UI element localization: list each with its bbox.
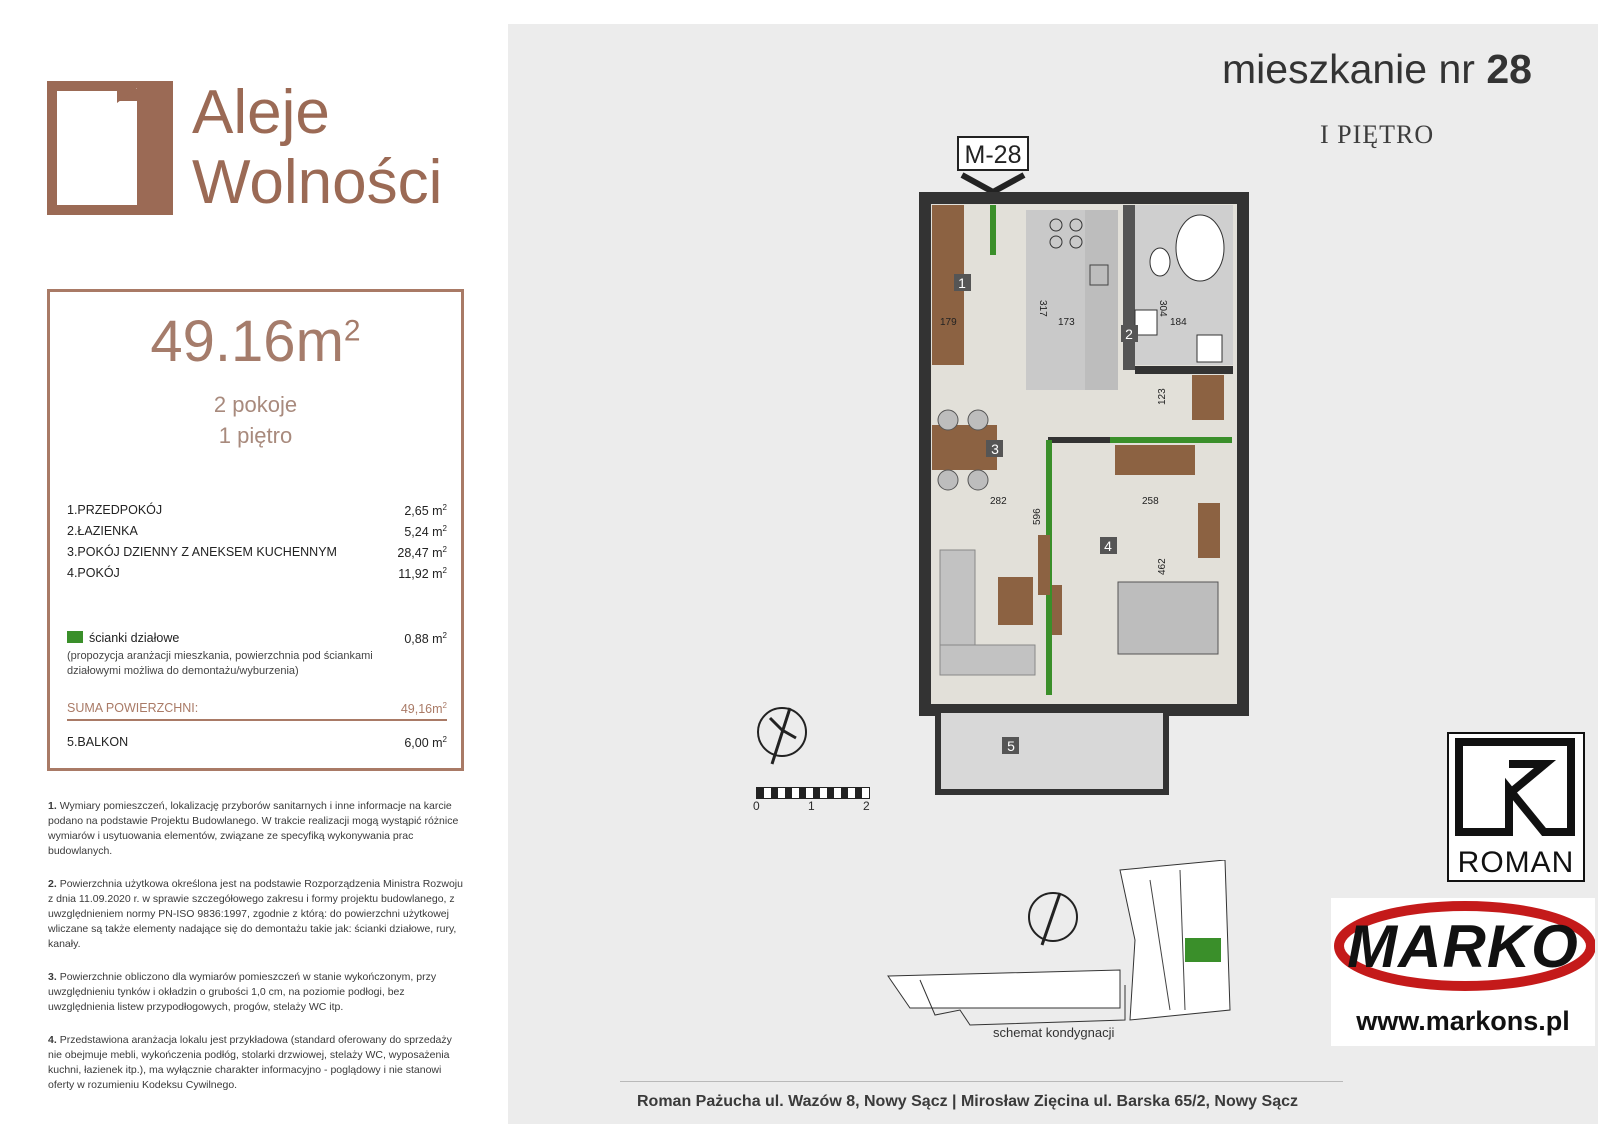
svg-text:2: 2: [1125, 326, 1133, 342]
svg-text:282: 282: [990, 496, 1007, 507]
footer-text: Roman Pażucha ul. Wazów 8, Nowy Sącz | Mirosław Zięcina ul. Barska 65/2, Nowy Sącz: [637, 1093, 1298, 1110]
scale-label-0: 0: [753, 799, 760, 813]
room-row: 3.POKÓJ DZIENNY Z ANEKSEM KUCHENNYM 28,47 $m^2$: [67, 545, 447, 561]
floor-plan: [880, 130, 1440, 830]
marko-logo: MARKO www.markons.pl: [1331, 898, 1595, 1046]
room-row: 1.PRZEDPOKÓJ 2,65 $m^2$: [67, 503, 447, 519]
balcony-row: 5.BALKON 6,00 $m^2$: [67, 735, 447, 751]
compass-icon: [752, 702, 812, 772]
svg-text:1: 1: [958, 275, 966, 291]
svg-text:123: 123: [1157, 388, 1168, 405]
roman-logo: ROMAN: [1447, 732, 1585, 882]
svg-text:184: 184: [1170, 317, 1187, 328]
floor-label: I PIĘTRO: [1320, 120, 1435, 149]
note-2: 2. Powierzchnia użytkowa określona jest na podstawie Rozporządzenia Ministra Rozwoju z dnia 11.09.2020 r. w sprawie szczegółowego zakresu i formy projektu budowlanego, z uwzględnieniem normy PN-ISO 9836:1997, zgodnie z którą: do powierzchni użytkowej wliczane są także elementy nadające się do demontażu takie jak: ścianki działowe, rury, kanały.: [48, 878, 463, 950]
roman-r-icon: [1449, 734, 1583, 842]
brand-mark-icon: [47, 81, 177, 219]
scale-label-1: 1: [808, 799, 815, 813]
svg-text:173: 173: [1058, 317, 1075, 328]
green-swatch-icon: [67, 631, 83, 643]
brand-line1: Aleje: [192, 78, 330, 147]
note-3: 3. Powierzchnie obliczono dla wymiarów pomieszczeń w stanie wykończonym, przy uwzględnieniu tynków i okładzin o grubości 1,0 cm, na poziomie podłogi, bez uwzględnienia listew przypodłogowych, progów, stelaży WC itp.: [48, 971, 437, 1013]
svg-text:258: 258: [1142, 496, 1159, 507]
svg-text:M-28: M-28: [964, 141, 1022, 169]
svg-text:317: 317: [1037, 300, 1048, 317]
footer-divider: [620, 1081, 1343, 1082]
svg-text:596: 596: [1032, 508, 1043, 525]
svg-text:304: 304: [1157, 300, 1168, 317]
walls-row: ścianki działowe 0,88 $m^2$: [67, 631, 447, 649]
room-row: 2.ŁAZIENKA 5,24 $m^2$: [67, 524, 447, 540]
summary-box: [47, 289, 464, 771]
svg-text:3: 3: [991, 441, 999, 457]
walls-note: (propozycja aranżacji mieszkania, powierzchnia pod ściankami działowymi możliwa do demontażu/wyburzenia): [67, 650, 373, 677]
apartment-title: mieszkanie nr 28: [1222, 46, 1532, 92]
svg-text:462: 462: [1157, 558, 1168, 575]
scale-label-2: 2: [863, 799, 870, 813]
entry-tag: [958, 137, 1028, 192]
svg-text:4: 4: [1104, 538, 1112, 554]
room-row: 4.POKÓJ 11,92 $m^2$: [67, 566, 447, 582]
sum-divider: [67, 719, 447, 721]
sum-row: SUMA POWIERZCHNI: $49,16m^2$: [67, 701, 447, 717]
total-area: $49.16m^2$: [150, 309, 361, 374]
schematic-label: schemat kondygnacji: [993, 1025, 1115, 1040]
note-1: 1. Wymiary pomieszczeń, lokalizację przyborów sanitarnych i inne informacje na karcie podano na podstawie Projektu Budowlanego. W trakcie realizacji mogą wystąpić różnice wymiarów i usytuowania elementów, związane ze specyfiką wykonywania prac budowlanych.: [48, 800, 459, 857]
rooms-count: 2 pokoje: [213, 392, 298, 417]
svg-text:5: 5: [1007, 738, 1015, 754]
scale-bar: [756, 787, 870, 799]
note-4: 4. Przedstawiona aranżacja lokalu jest przykładowa (standard oferowany do sprzedaży nie obejmuje mebli, wykończenia podłóg, stolarki drzwiowej, stelaży WC, wyposażenia kuchni, łazienek itp.), ma wyłącznie charakter informacyjno - poglądowy i nie stanowi oferty w rozumieniu Kodeksu Cywilnego.: [48, 1034, 452, 1091]
brand-line2: Wolności: [192, 148, 443, 217]
brand-logo: [47, 78, 477, 221]
svg-text:179: 179: [940, 317, 957, 328]
floor-number: 1 piętro: [218, 423, 293, 448]
